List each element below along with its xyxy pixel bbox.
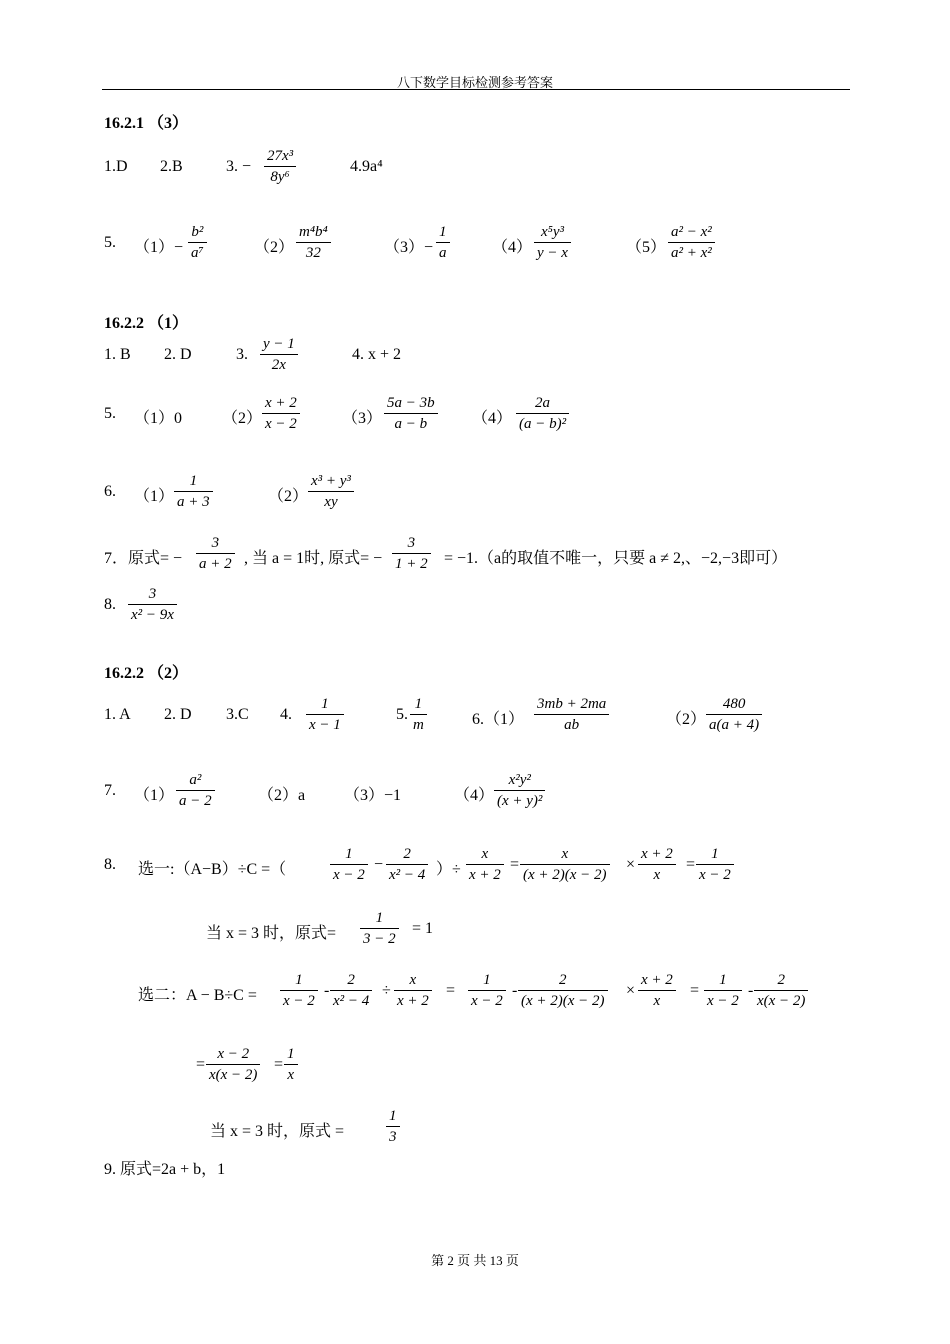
operator: =	[690, 982, 700, 999]
part-label: （4）	[472, 410, 513, 427]
operator: =	[510, 856, 520, 873]
fraction	[260, 334, 298, 375]
numerator: 1	[719, 972, 727, 988]
numerator: 1	[711, 846, 719, 862]
answer-3-label: 3.	[236, 346, 248, 363]
part-label: （4）	[492, 239, 533, 256]
numerator: m⁴b⁴	[299, 224, 328, 240]
denominator: a(a + 4)	[706, 714, 762, 735]
operator: -	[324, 982, 330, 999]
numerator: x⁵y³	[540, 224, 564, 240]
denominator: m	[410, 714, 427, 735]
answer-1: 1. B	[104, 346, 131, 363]
fraction	[706, 694, 762, 735]
answer-7-text: 7．原式= −	[104, 550, 183, 567]
answer-8-label: 8.	[104, 856, 116, 873]
denominator: x(x − 2)	[206, 1064, 260, 1085]
numerator: 2	[559, 972, 567, 988]
fraction	[386, 844, 428, 885]
part-label: （1）	[134, 787, 175, 804]
page-header: 八下数学目标检测参考答案	[396, 75, 553, 90]
fraction	[306, 694, 344, 735]
fraction	[534, 694, 609, 735]
denominator: ab	[534, 714, 609, 735]
denominator: 3 − 2	[360, 928, 399, 949]
operator: ×	[626, 856, 636, 873]
numerator: 1	[321, 696, 329, 712]
denominator: x − 1	[306, 714, 344, 735]
fraction	[296, 222, 331, 263]
operator: ÷	[382, 982, 391, 999]
numerator: 2a	[535, 395, 551, 411]
answer-8-label: 8.	[104, 596, 116, 613]
denominator: x − 2	[280, 990, 318, 1011]
section-heading-1: 16.2.1 （3）	[104, 115, 189, 132]
fraction	[520, 844, 610, 885]
denominator: x	[638, 864, 676, 885]
answer-4: 4.9a⁴	[350, 158, 383, 175]
answer-6-label: 6.（1）	[472, 711, 525, 728]
fraction	[280, 970, 318, 1011]
fraction	[494, 770, 545, 811]
fraction	[360, 908, 399, 949]
fraction	[638, 844, 676, 885]
part-label: （1）	[134, 488, 175, 505]
fraction	[394, 970, 432, 1011]
part-label: （5）	[626, 239, 667, 256]
denominator: (a − b)²	[516, 413, 569, 434]
answer-2: 2.B	[160, 158, 183, 175]
part-label: （3）	[342, 410, 383, 427]
numerator: x − 2	[217, 1046, 250, 1062]
numerator: 2	[403, 846, 411, 862]
numerator: 2	[777, 972, 785, 988]
option-one-label: 选一:（A−B）÷C =（	[138, 861, 287, 878]
numerator: 3	[211, 535, 220, 551]
answer-6-label: 6.	[104, 483, 116, 500]
denominator: 3	[386, 1126, 400, 1147]
numerator: 27x³	[267, 148, 294, 164]
substitution-text: 当 x = 3 时，原式=	[206, 925, 337, 942]
numerator: 1	[483, 972, 491, 988]
answer-7-label: 7.	[104, 782, 116, 799]
numerator: b²	[191, 224, 204, 240]
fraction	[436, 222, 450, 263]
section-heading-3: 16.2.2 （2）	[104, 665, 189, 682]
fraction	[638, 970, 676, 1011]
denominator: a − b	[384, 413, 438, 434]
numerator: 3	[407, 535, 416, 551]
answer-3-label: 3. −	[226, 158, 252, 175]
part-label: （1）−	[134, 239, 184, 256]
numerator: 1	[295, 972, 303, 988]
part-label: （2）	[222, 410, 263, 427]
option-two-label: 选二：A − B÷C =	[138, 987, 257, 1004]
fraction	[410, 694, 427, 735]
fraction	[754, 970, 808, 1011]
answer-3: 3.C	[226, 706, 249, 723]
numerator: x	[561, 846, 569, 862]
denominator: 8y⁶	[264, 166, 296, 187]
fraction	[262, 393, 300, 434]
fraction	[516, 393, 569, 434]
fraction	[330, 844, 368, 885]
operator: -	[748, 982, 754, 999]
fraction	[264, 146, 296, 187]
denominator: x² − 4	[330, 990, 372, 1011]
denominator: x	[638, 990, 676, 1011]
fraction	[386, 1106, 400, 1147]
numerator: 1	[439, 224, 447, 240]
part-label: （3）−1	[344, 787, 402, 804]
fraction	[518, 970, 608, 1011]
operator: =	[686, 856, 696, 873]
page-footer: 第 2 页 共 13 页	[431, 1253, 519, 1268]
denominator: a − 2	[176, 790, 215, 811]
denominator: 1 + 2	[392, 553, 431, 574]
part-label: （2）	[268, 488, 309, 505]
numerator: 1	[287, 1046, 295, 1062]
operator: ）÷	[436, 861, 461, 878]
numerator: 3mb + 2ma	[537, 696, 607, 712]
answer-2: 2. D	[164, 346, 192, 363]
numerator: x + 2	[641, 846, 673, 862]
numerator: 1	[375, 910, 384, 926]
numerator: y − 1	[263, 336, 295, 352]
operator: =	[446, 982, 456, 999]
numerator: x + 2	[641, 972, 673, 988]
answer-9: 9. 原式=2a + b，1	[104, 1161, 226, 1178]
denominator: x + 2	[466, 864, 504, 885]
denominator: (x + y)²	[494, 790, 545, 811]
denominator: a⁷	[188, 242, 207, 263]
answer-7-text: = −1.（a的取值不唯一，只要 a ≠ 2,、−2,−3即可）	[444, 550, 788, 567]
fraction	[696, 844, 734, 885]
part-label: （3）−	[384, 239, 434, 256]
numerator: 480	[722, 696, 746, 712]
answer-5-label: 5.	[104, 234, 116, 251]
denominator: x² − 4	[386, 864, 428, 885]
operator: −	[374, 856, 384, 873]
fraction	[196, 533, 235, 574]
answer-5-label: 5.	[104, 405, 116, 422]
part-label: （4）	[454, 787, 495, 804]
fraction	[392, 533, 431, 574]
denominator: (x + 2)(x − 2)	[518, 990, 608, 1011]
denominator: 32	[296, 242, 331, 263]
numerator: 5a − 3b	[387, 395, 435, 411]
fraction	[188, 222, 207, 263]
fraction	[284, 1044, 298, 1085]
answer-5-label: 5.	[396, 706, 408, 723]
denominator: a	[436, 242, 450, 263]
numerator: 2	[347, 972, 355, 988]
fraction	[466, 844, 504, 885]
numerator: a² − x²	[671, 224, 712, 240]
answer-4: 4. x + 2	[352, 346, 402, 363]
substitution-text: 当 x = 3 时，原式 =	[210, 1123, 345, 1140]
answer-4-label: 4.	[280, 706, 292, 723]
section-heading-2: 16.2.2 （1）	[104, 315, 189, 332]
numerator: 1	[189, 473, 198, 489]
numerator: 1	[345, 846, 353, 862]
denominator: 2x	[260, 354, 298, 375]
fraction	[468, 970, 506, 1011]
denominator: x² − 9x	[128, 604, 177, 625]
part-label: （1）0	[134, 410, 183, 427]
denominator: y − x	[534, 242, 571, 263]
fraction	[668, 222, 715, 263]
fraction	[128, 584, 177, 625]
operator: =	[196, 1056, 206, 1073]
numerator: x³ + y³	[311, 473, 351, 489]
denominator: x + 2	[394, 990, 432, 1011]
denominator: a + 3	[174, 491, 213, 512]
fraction	[308, 471, 354, 512]
numerator: x + 2	[265, 395, 297, 411]
operator: -	[512, 982, 518, 999]
denominator: x − 2	[696, 864, 734, 885]
operator: ×	[626, 982, 636, 999]
denominator: x − 2	[468, 990, 506, 1011]
denominator: x − 2	[704, 990, 742, 1011]
fraction	[384, 393, 438, 434]
answer-1: 1. A	[104, 706, 131, 723]
fraction	[534, 222, 571, 263]
denominator: x	[284, 1064, 298, 1085]
numerator: 3	[148, 586, 157, 602]
result: = 1	[412, 920, 434, 937]
denominator: x − 2	[262, 413, 300, 434]
answer-2: 2. D	[164, 706, 192, 723]
denominator: x(x − 2)	[754, 990, 808, 1011]
denominator: (x + 2)(x − 2)	[520, 864, 610, 885]
fraction	[206, 1044, 260, 1085]
numerator: x²y²	[508, 772, 531, 788]
header-rule	[102, 89, 850, 90]
numerator: 1	[389, 1108, 397, 1124]
numerator: x	[481, 846, 489, 862]
fraction	[176, 770, 215, 811]
answer-7-text: , 当 a = 1时, 原式= −	[244, 550, 383, 567]
denominator: x − 2	[330, 864, 368, 885]
fraction	[174, 471, 213, 512]
fraction	[704, 970, 742, 1011]
part-label: （2）	[666, 711, 707, 728]
denominator: xy	[308, 491, 354, 512]
part-label: （2）a	[258, 787, 306, 804]
answer-1: 1.D	[104, 158, 128, 175]
numerator: a²	[189, 772, 202, 788]
fraction	[330, 970, 372, 1011]
denominator: a + 2	[196, 553, 235, 574]
denominator: a² + x²	[668, 242, 715, 263]
operator: =	[274, 1056, 284, 1073]
part-label: （2）	[254, 239, 295, 256]
numerator: x	[409, 972, 417, 988]
numerator: 1	[414, 696, 423, 712]
